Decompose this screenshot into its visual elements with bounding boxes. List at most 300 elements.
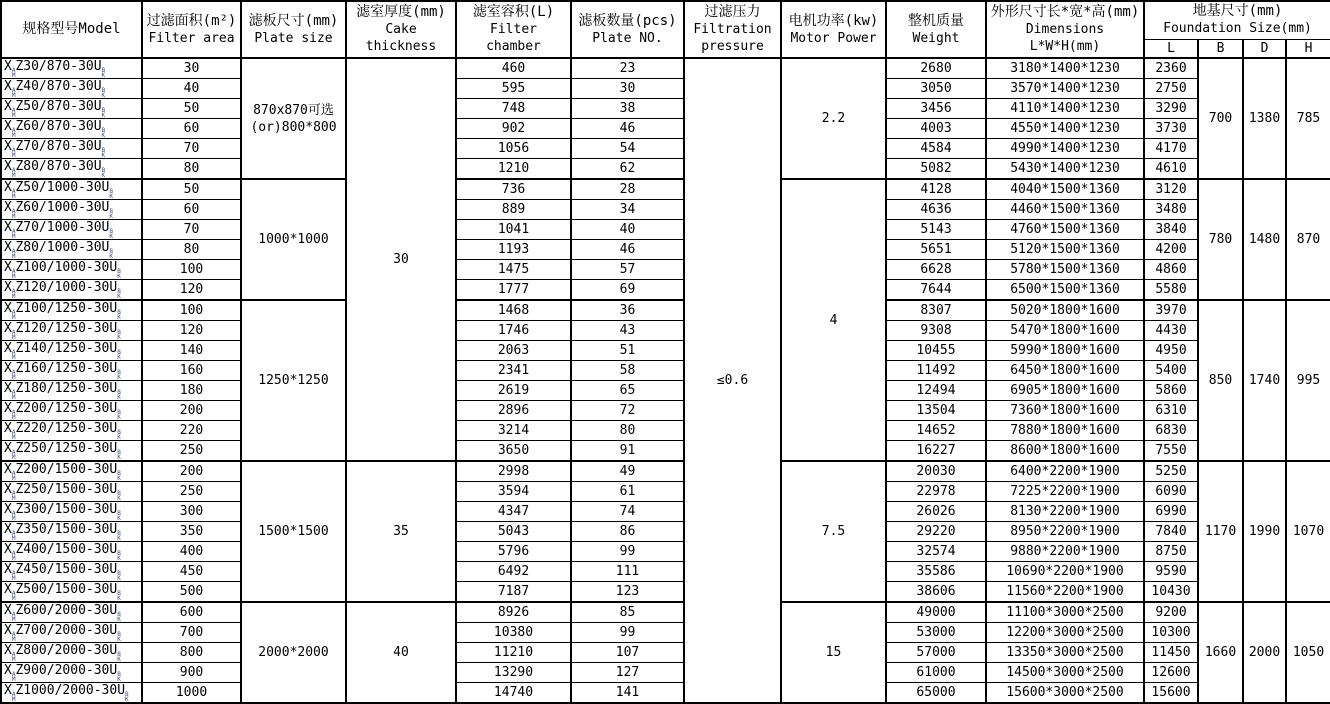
model-option-mark: A M xyxy=(11,127,16,139)
cell-foundation-l: 3480 xyxy=(1144,200,1198,220)
cell-model: X A M Z140/1250-30U B K xyxy=(1,341,142,361)
cell-dimensions: 4990*1400*1230 xyxy=(986,139,1144,159)
cell-filter-chamber: 8926 xyxy=(456,602,571,623)
cell-dimensions: 15600*3000*2500 xyxy=(986,683,1144,704)
cell-dimensions: 12200*3000*2500 xyxy=(986,623,1144,643)
cell-foundation-b: 1660 xyxy=(1198,602,1243,703)
cell-motor-power: 15 xyxy=(781,602,886,703)
cell-weight: 38606 xyxy=(886,582,986,603)
cell-foundation-l: 7840 xyxy=(1144,522,1198,542)
cell-cake-thickness: 30 xyxy=(346,58,456,461)
cell-model: X A M Z800/2000-30U B K xyxy=(1,643,142,663)
model-option-mark: B K xyxy=(117,671,121,683)
model-option-mark: A M xyxy=(11,288,16,300)
cell-weight: 7644 xyxy=(886,280,986,301)
model-option-mark: B K xyxy=(117,449,121,461)
cell-plate-count: 30 xyxy=(571,79,684,99)
cell-model: X A M Z350/1500-30U B K xyxy=(1,522,142,542)
cell-weight: 14652 xyxy=(886,421,986,441)
cell-filter-area: 350 xyxy=(142,522,241,542)
cell-foundation-l: 3120 xyxy=(1144,179,1198,200)
model-option-mark: B K xyxy=(101,67,106,79)
cell-foundation-l: 3290 xyxy=(1144,99,1198,119)
cell-weight: 5082 xyxy=(886,159,986,180)
table-row xyxy=(1,58,1330,79)
table-row xyxy=(1,502,1330,522)
cell-filter-area: 600 xyxy=(142,602,241,623)
cell-foundation-h: 870 xyxy=(1286,179,1330,300)
cell-filter-chamber: 748 xyxy=(456,99,571,119)
cell-filter-area: 250 xyxy=(142,482,241,502)
model-option-mark: B K xyxy=(109,188,113,200)
cell-foundation-l: 4430 xyxy=(1144,321,1198,341)
cell-plate-count: 40 xyxy=(571,220,684,240)
cell-filter-chamber: 13290 xyxy=(456,663,571,683)
cell-plate-size: 1000*1000 xyxy=(241,179,346,300)
cell-filter-chamber: 3650 xyxy=(456,441,571,462)
cell-plate-count: 86 xyxy=(571,522,684,542)
cell-plate-count: 85 xyxy=(571,602,684,623)
cell-weight: 3456 xyxy=(886,99,986,119)
model-option-mark: B K xyxy=(117,369,121,381)
cell-weight: 10455 xyxy=(886,341,986,361)
table-row xyxy=(1,582,1330,603)
cell-filter-chamber: 2341 xyxy=(456,361,571,381)
cell-foundation-l: 8750 xyxy=(1144,542,1198,562)
cell-dimensions: 4040*1500*1360 xyxy=(986,179,1144,200)
cell-weight: 11492 xyxy=(886,361,986,381)
cell-filter-area: 140 xyxy=(142,341,241,361)
cell-dimensions: 3180*1400*1230 xyxy=(986,58,1144,79)
cell-foundation-h: 785 xyxy=(1286,58,1330,179)
table-row xyxy=(1,602,1330,623)
cell-filter-chamber: 1777 xyxy=(456,280,571,301)
table-row xyxy=(1,200,1330,220)
cell-foundation-l: 4200 xyxy=(1144,240,1198,260)
cell-model: X A M Z60/870-30U B K xyxy=(1,119,142,139)
cell-dimensions: 4550*1400*1230 xyxy=(986,119,1144,139)
table-row xyxy=(1,663,1330,683)
model-option-mark: A M xyxy=(11,429,16,441)
model-option-mark: A M xyxy=(11,671,16,683)
model-option-mark: A M xyxy=(11,550,16,562)
table-row xyxy=(1,240,1330,260)
header-foundation-h: H xyxy=(1286,39,1330,58)
cell-filter-chamber: 2998 xyxy=(456,461,571,482)
cell-model: X A M Z60/1000-30U B K xyxy=(1,200,142,220)
cell-model: X A M Z50/1000-30U B K xyxy=(1,179,142,200)
cell-plate-count: 72 xyxy=(571,401,684,421)
table-row xyxy=(1,341,1330,361)
model-option-mark: A M xyxy=(11,409,16,421)
cell-filter-area: 40 xyxy=(142,79,241,99)
model-option-mark: B K xyxy=(117,530,121,542)
cell-dimensions: 11100*3000*2500 xyxy=(986,602,1144,623)
cell-foundation-d: 1380 xyxy=(1243,58,1286,179)
table-row xyxy=(1,441,1330,462)
cell-filter-area: 800 xyxy=(142,643,241,663)
model-option-mark: A M xyxy=(11,309,16,321)
cell-model: X A M Z700/2000-30U B K xyxy=(1,623,142,643)
cell-dimensions: 11560*2200*1900 xyxy=(986,582,1144,603)
model-option-mark: A M xyxy=(11,611,16,623)
cell-plate-count: 127 xyxy=(571,663,684,683)
cell-model: X A M Z70/870-30U B K xyxy=(1,139,142,159)
header-model-label: 规格型号Model xyxy=(22,21,121,37)
cell-filter-area: 60 xyxy=(142,119,241,139)
cell-dimensions: 7225*2200*1900 xyxy=(986,482,1144,502)
cell-model: X A M Z30/870-30U B K xyxy=(1,58,142,79)
cell-weight: 4636 xyxy=(886,200,986,220)
cell-filter-area: 100 xyxy=(142,260,241,280)
cell-filter-area: 500 xyxy=(142,582,241,603)
cell-filter-chamber: 1475 xyxy=(456,260,571,280)
model-option-mark: B K xyxy=(117,590,121,602)
cell-plate-count: 43 xyxy=(571,321,684,341)
cell-weight: 61000 xyxy=(886,663,986,683)
table-row xyxy=(1,542,1330,562)
cell-foundation-l: 3840 xyxy=(1144,220,1198,240)
cell-weight: 57000 xyxy=(886,643,986,663)
cell-filter-chamber: 2896 xyxy=(456,401,571,421)
cell-filter-area: 60 xyxy=(142,200,241,220)
cell-dimensions: 5120*1500*1360 xyxy=(986,240,1144,260)
header-motor-power: 电机功率(kw) Motor Power xyxy=(781,1,886,58)
cell-dimensions: 14500*3000*2500 xyxy=(986,663,1144,683)
header-filter-chamber: 滤室容积(L) Filter chamber xyxy=(456,1,571,58)
cell-plate-size: 2000*2000 xyxy=(241,602,346,703)
model-option-mark: A M xyxy=(11,329,16,341)
cell-dimensions: 4460*1500*1360 xyxy=(986,200,1144,220)
spec-table-body xyxy=(1,58,1330,703)
cell-weight: 4128 xyxy=(886,179,986,200)
cell-dimensions: 8600*1800*1600 xyxy=(986,441,1144,462)
cell-filter-chamber: 4347 xyxy=(456,502,571,522)
cell-model: X A M Z120/1000-30U B K xyxy=(1,280,142,301)
cell-model: X A M Z220/1250-30U B K xyxy=(1,421,142,441)
cell-foundation-l: 10430 xyxy=(1144,582,1198,603)
cell-dimensions: 7880*1800*1600 xyxy=(986,421,1144,441)
cell-dimensions: 3570*1400*1230 xyxy=(986,79,1144,99)
cell-filter-area: 200 xyxy=(142,401,241,421)
cell-foundation-b: 850 xyxy=(1198,300,1243,461)
model-option-mark: A M xyxy=(11,369,16,381)
cell-weight: 5143 xyxy=(886,220,986,240)
table-row xyxy=(1,401,1330,421)
cell-foundation-d: 1990 xyxy=(1243,461,1286,602)
cell-plate-count: 36 xyxy=(571,300,684,321)
cell-plate-count: 80 xyxy=(571,421,684,441)
model-option-mark: A M xyxy=(11,87,16,99)
model-option-mark: A M xyxy=(11,590,16,602)
cell-foundation-d: 2000 xyxy=(1243,602,1286,703)
model-option-mark: B K xyxy=(117,611,121,623)
cell-dimensions: 13350*3000*2500 xyxy=(986,643,1144,663)
cell-dimensions: 6400*2200*1900 xyxy=(986,461,1144,482)
cell-dimensions: 6905*1800*1600 xyxy=(986,381,1144,401)
table-row xyxy=(1,139,1330,159)
model-option-mark: B K xyxy=(117,470,121,482)
cell-filter-chamber: 10380 xyxy=(456,623,571,643)
cell-weight: 22978 xyxy=(886,482,986,502)
cell-plate-count: 69 xyxy=(571,280,684,301)
cell-foundation-l: 3730 xyxy=(1144,119,1198,139)
cell-weight: 35586 xyxy=(886,562,986,582)
cell-model: X A M Z70/1000-30U B K xyxy=(1,220,142,240)
cell-filter-area: 50 xyxy=(142,99,241,119)
model-option-mark: B K xyxy=(117,329,121,341)
cell-plate-count: 61 xyxy=(571,482,684,502)
cell-plate-count: 65 xyxy=(571,381,684,401)
header-foundation-l: L xyxy=(1144,39,1198,58)
table-row xyxy=(1,79,1330,99)
cell-model: X A M Z180/1250-30U B K xyxy=(1,381,142,401)
table-row xyxy=(1,482,1330,502)
cell-filter-area: 200 xyxy=(142,461,241,482)
cell-weight: 53000 xyxy=(886,623,986,643)
cell-foundation-l: 5580 xyxy=(1144,280,1198,301)
table-row xyxy=(1,159,1330,180)
model-option-mark: A M xyxy=(11,228,16,240)
cell-foundation-h: 1070 xyxy=(1286,461,1330,602)
cell-foundation-l: 5400 xyxy=(1144,361,1198,381)
table-row xyxy=(1,119,1330,139)
cell-model: X A M Z50/870-30U B K xyxy=(1,99,142,119)
model-option-mark: B K xyxy=(117,409,121,421)
cell-cake-thickness: 35 xyxy=(346,461,456,602)
cell-dimensions: 7360*1800*1600 xyxy=(986,401,1144,421)
cell-weight: 12494 xyxy=(886,381,986,401)
cell-filter-area: 900 xyxy=(142,663,241,683)
cell-plate-count: 107 xyxy=(571,643,684,663)
model-option-mark: A M xyxy=(11,67,16,79)
cell-foundation-b: 1170 xyxy=(1198,461,1243,602)
cell-filter-chamber: 1746 xyxy=(456,321,571,341)
cell-filter-chamber: 902 xyxy=(456,119,571,139)
cell-model: X A M Z250/1500-30U B K xyxy=(1,482,142,502)
cell-filter-chamber: 3214 xyxy=(456,421,571,441)
table-row xyxy=(1,220,1330,240)
cell-plate-count: 99 xyxy=(571,542,684,562)
table-row xyxy=(1,522,1330,542)
cell-foundation-l: 6990 xyxy=(1144,502,1198,522)
cell-weight: 4584 xyxy=(886,139,986,159)
cell-filter-chamber: 889 xyxy=(456,200,571,220)
model-option-mark: A M xyxy=(11,490,16,502)
cell-filter-area: 50 xyxy=(142,179,241,200)
model-option-mark: B K xyxy=(117,288,121,300)
cell-model: X A M Z900/2000-30U B K xyxy=(1,663,142,683)
model-option-mark: B K xyxy=(101,167,106,179)
model-option-mark: B K xyxy=(101,87,106,99)
cell-foundation-l: 12600 xyxy=(1144,663,1198,683)
cell-filter-area: 120 xyxy=(142,280,241,301)
cell-filtration-pressure: ≤0.6 xyxy=(684,58,781,703)
cell-weight: 26026 xyxy=(886,502,986,522)
model-option-mark: A M xyxy=(11,510,16,522)
table-row xyxy=(1,280,1330,301)
cell-filter-area: 120 xyxy=(142,321,241,341)
table-row xyxy=(1,562,1330,582)
model-option-mark: A M xyxy=(11,349,16,361)
cell-model: X A M Z250/1250-30U B K xyxy=(1,441,142,462)
cell-plate-count: 141 xyxy=(571,683,684,704)
cell-filter-chamber: 736 xyxy=(456,179,571,200)
cell-foundation-l: 5860 xyxy=(1144,381,1198,401)
cell-weight: 2680 xyxy=(886,58,986,79)
cell-model: X A M Z200/1500-30U B K xyxy=(1,461,142,482)
model-option-mark: B K xyxy=(117,631,121,643)
cell-filter-area: 80 xyxy=(142,159,241,180)
cell-model: X A M Z120/1250-30U B K xyxy=(1,321,142,341)
model-option-mark: A M xyxy=(11,248,16,260)
table-row xyxy=(1,643,1330,663)
model-option-mark: A M xyxy=(11,389,16,401)
cell-filter-area: 220 xyxy=(142,421,241,441)
cell-filter-area: 80 xyxy=(142,240,241,260)
cell-foundation-l: 10300 xyxy=(1144,623,1198,643)
cell-cake-thickness: 40 xyxy=(346,602,456,703)
cell-dimensions: 6500*1500*1360 xyxy=(986,280,1144,301)
table-row xyxy=(1,300,1330,321)
cell-filter-chamber: 5796 xyxy=(456,542,571,562)
cell-dimensions: 8130*2200*1900 xyxy=(986,502,1144,522)
cell-foundation-l: 9590 xyxy=(1144,562,1198,582)
header-row-main xyxy=(1,1,1330,39)
cell-plate-size: 1250*1250 xyxy=(241,300,346,461)
header-foundation: 地基尺寸(mm) Foundation Size(mm) xyxy=(1144,1,1330,39)
model-option-mark: A M xyxy=(11,188,16,200)
cell-foundation-l: 15600 xyxy=(1144,683,1198,704)
cell-filter-area: 300 xyxy=(142,502,241,522)
cell-foundation-l: 9200 xyxy=(1144,602,1198,623)
cell-plate-count: 38 xyxy=(571,99,684,119)
model-option-mark: B K xyxy=(117,570,121,582)
cell-plate-count: 46 xyxy=(571,119,684,139)
cell-plate-count: 34 xyxy=(571,200,684,220)
model-option-mark: B K xyxy=(117,349,121,361)
model-option-mark: A M xyxy=(11,530,16,542)
cell-weight: 29220 xyxy=(886,522,986,542)
model-option-mark: B K xyxy=(117,389,121,401)
cell-model: X A M Z600/2000-30U B K xyxy=(1,602,142,623)
cell-dimensions: 5430*1400*1230 xyxy=(986,159,1144,180)
cell-foundation-l: 7550 xyxy=(1144,441,1198,462)
cell-weight: 32574 xyxy=(886,542,986,562)
cell-dimensions: 8950*2200*1900 xyxy=(986,522,1144,542)
cell-filter-chamber: 1056 xyxy=(456,139,571,159)
model-option-mark: B K xyxy=(117,268,121,280)
cell-weight: 6628 xyxy=(886,260,986,280)
cell-foundation-l: 2750 xyxy=(1144,79,1198,99)
header-plate-size: 滤板尺寸(mm) Plate size xyxy=(241,1,346,58)
model-option-mark: A M xyxy=(11,449,16,461)
cell-dimensions: 4760*1500*1360 xyxy=(986,220,1144,240)
cell-model: X A M Z80/1000-30U B K xyxy=(1,240,142,260)
table-row xyxy=(1,321,1330,341)
table-row xyxy=(1,683,1330,704)
cell-plate-count: 74 xyxy=(571,502,684,522)
model-option-mark: B K xyxy=(101,107,106,119)
table-row xyxy=(1,179,1330,200)
header-cake-thickness: 滤室厚度(mm) Cake thickness xyxy=(346,1,456,58)
cell-filter-chamber: 460 xyxy=(456,58,571,79)
cell-plate-count: 91 xyxy=(571,441,684,462)
cell-plate-count: 46 xyxy=(571,240,684,260)
cell-filter-chamber: 595 xyxy=(456,79,571,99)
table-row xyxy=(1,461,1330,482)
cell-filter-area: 180 xyxy=(142,381,241,401)
model-option-mark: A M xyxy=(11,268,16,280)
cell-filter-chamber: 7187 xyxy=(456,582,571,603)
model-option-mark: A M xyxy=(11,470,16,482)
cell-filter-area: 400 xyxy=(142,542,241,562)
cell-foundation-l: 4170 xyxy=(1144,139,1198,159)
cell-model: X A M Z200/1250-30U B K xyxy=(1,401,142,421)
cell-weight: 5651 xyxy=(886,240,986,260)
cell-plate-count: 57 xyxy=(571,260,684,280)
model-option-mark: B K xyxy=(109,208,113,220)
cell-foundation-l: 6090 xyxy=(1144,482,1198,502)
cell-filter-area: 1000 xyxy=(142,683,241,704)
cell-model: X A M Z160/1250-30U B K xyxy=(1,361,142,381)
cell-plate-count: 54 xyxy=(571,139,684,159)
cell-filter-area: 250 xyxy=(142,441,241,462)
cell-dimensions: 4110*1400*1230 xyxy=(986,99,1144,119)
cell-plate-count: 99 xyxy=(571,623,684,643)
cell-filter-chamber: 11210 xyxy=(456,643,571,663)
cell-filter-area: 30 xyxy=(142,58,241,79)
table-row xyxy=(1,381,1330,401)
cell-filter-chamber: 5043 xyxy=(456,522,571,542)
cell-motor-power: 7.5 xyxy=(781,461,886,602)
cell-plate-count: 62 xyxy=(571,159,684,180)
cell-dimensions: 9880*2200*1900 xyxy=(986,542,1144,562)
cell-foundation-l: 4950 xyxy=(1144,341,1198,361)
cell-weight: 3050 xyxy=(886,79,986,99)
cell-filter-chamber: 2619 xyxy=(456,381,571,401)
cell-weight: 20030 xyxy=(886,461,986,482)
model-option-mark: A M xyxy=(11,208,16,220)
cell-dimensions: 5020*1800*1600 xyxy=(986,300,1144,321)
model-option-mark: B K xyxy=(125,691,129,703)
cell-foundation-l: 6830 xyxy=(1144,421,1198,441)
cell-weight: 8307 xyxy=(886,300,986,321)
cell-filter-chamber: 1193 xyxy=(456,240,571,260)
model-option-mark: B K xyxy=(109,228,113,240)
cell-filter-chamber: 1210 xyxy=(456,159,571,180)
cell-filter-chamber: 1468 xyxy=(456,300,571,321)
cell-weight: 65000 xyxy=(886,683,986,704)
cell-filter-chamber: 14740 xyxy=(456,683,571,704)
header-filtration-pressure: 过滤压力 Filtration pressure xyxy=(684,1,781,58)
model-option-mark: B K xyxy=(117,490,121,502)
header-foundation-b: B xyxy=(1198,39,1243,58)
model-option-mark: B K xyxy=(117,429,121,441)
table-row xyxy=(1,361,1330,381)
cell-dimensions: 5780*1500*1360 xyxy=(986,260,1144,280)
table-row xyxy=(1,421,1330,441)
model-option-mark: B K xyxy=(117,309,121,321)
cell-weight: 49000 xyxy=(886,602,986,623)
cell-model: X A M Z100/1000-30U B K xyxy=(1,260,142,280)
cell-foundation-b: 700 xyxy=(1198,58,1243,179)
cell-foundation-l: 11450 xyxy=(1144,643,1198,663)
cell-foundation-d: 1740 xyxy=(1243,300,1286,461)
cell-foundation-b: 780 xyxy=(1198,179,1243,300)
header-plate-count: 滤板数量(pcs) Plate NO. xyxy=(571,1,684,58)
cell-dimensions: 10690*2200*1900 xyxy=(986,562,1144,582)
